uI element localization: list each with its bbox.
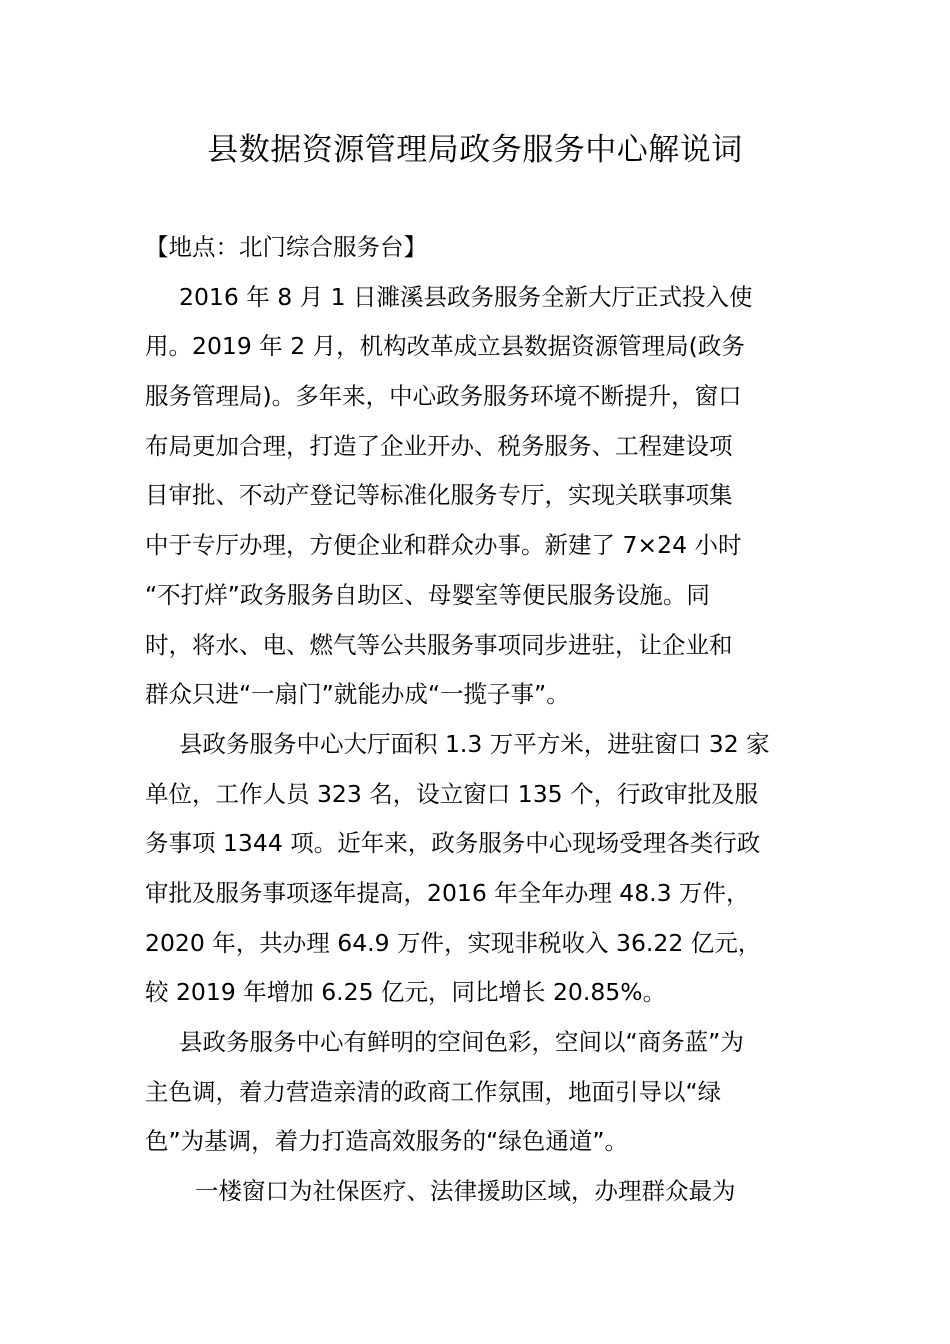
paragraph-2-line-1: 县政务服务中心大厅面积 1.3 万平方米，进驻窗口 32 家 xyxy=(179,729,770,758)
paragraph-2-line-2: 单位，工作人员 323 名，设立窗口 135 个，行政审批及服 xyxy=(145,779,759,808)
paragraph-1-line-7: “不打烊”政务服务自助区、母婴室等便民服务设施。同 xyxy=(145,580,710,609)
paragraph-1-line-5: 目审批、不动产登记等标准化服务专厅，实现关联事项集 xyxy=(145,481,733,510)
document-title: 县数据资源管理局政务服务中心解说词 xyxy=(207,132,743,168)
paragraph-2-line-5: 2020 年，共办理 64.9 万件，实现非税收入 36.22 亿元， xyxy=(145,928,762,957)
location-line: 【地点：北门综合服务台】 xyxy=(145,233,427,261)
paragraph-3-line-3: 色”为基调，着力打造高效服务的“绿色通道”。 xyxy=(145,1127,629,1156)
paragraph-1-line-2: 用。2019 年 2 月，机构改革成立县数据资源管理局(政务 xyxy=(145,332,745,361)
paragraph-2-line-6: 较 2019 年增加 6.25 亿元，同比增长 20.85%。 xyxy=(145,978,667,1007)
paragraph-1-line-6: 中于专厅办理，方便企业和群众办事。新建了 7×24 小时 xyxy=(145,531,742,560)
paragraph-1-line-4: 布局更加合理，打造了企业开办、税务服务、工程建设项 xyxy=(145,431,733,460)
paragraph-1-line-1: 2016 年 8 月 1 日濉溪县政务服务全新大厅正式投入使 xyxy=(179,282,753,311)
paragraph-2-line-4: 审批及服务事项逐年提高，2016 年全年办理 48.3 万件， xyxy=(145,878,750,907)
paragraph-4-line-1: 一楼窗口为社保医疗、法律援助区域，办理群众最为 xyxy=(195,1177,736,1206)
paragraph-1-line-3: 服务管理局)。多年来，中心政务服务环境不断提升，窗口 xyxy=(145,382,742,411)
paragraph-2-line-3: 务事项 1344 项。近年来，政务服务中心现场受理各类行政 xyxy=(145,829,761,858)
paragraph-3-line-2: 主色调，着力营造亲清的政商工作氛围，地面引导以“绿 xyxy=(145,1077,722,1106)
paragraph-3-line-1: 县政务服务中心有鲜明的空间色彩，空间以“商务蓝”为 xyxy=(179,1028,744,1056)
paragraph-1-line-9: 群众只进“一扇门”就能办成“一揽子事”。 xyxy=(145,680,570,709)
document-body xyxy=(145,223,810,1217)
paragraph-1-line-8: 时，将水、电、燃气等公共服务事项同步进驻，让企业和 xyxy=(145,630,733,659)
